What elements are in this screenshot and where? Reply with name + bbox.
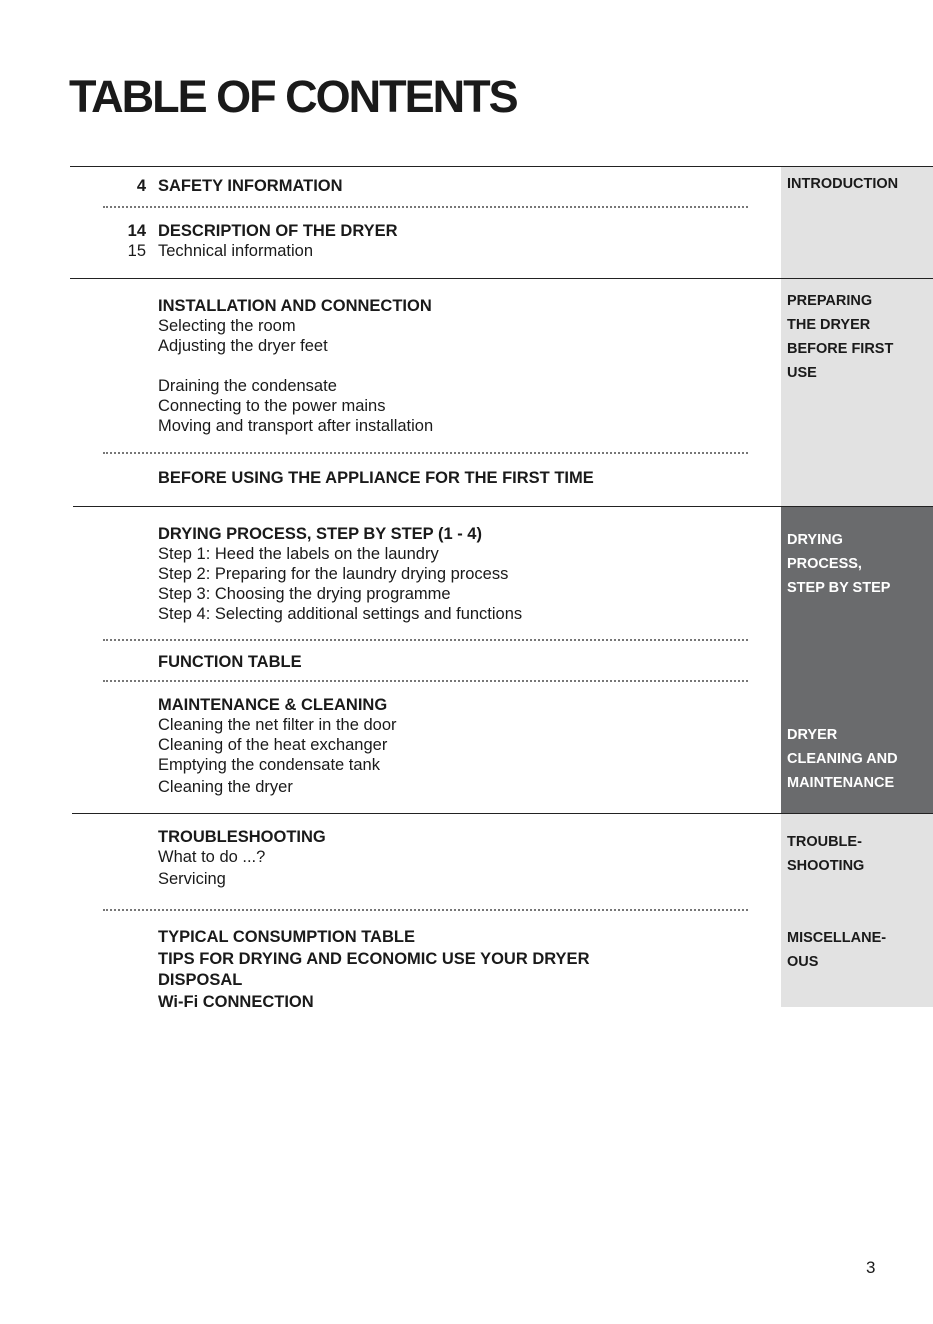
toc-entry-description[interactable]: DESCRIPTION OF THE DRYER: [158, 222, 398, 240]
toc-entry-safety-information[interactable]: SAFETY INFORMATION: [158, 177, 343, 195]
side-label-line: USE: [787, 365, 817, 381]
page-number: 3: [866, 1258, 876, 1277]
toc-page-number: 15: [127, 242, 146, 260]
toc-heading[interactable]: Wi-Fi CONNECTION: [158, 993, 314, 1011]
toc-entry[interactable]: Step 4: Selecting additional settings and functions: [158, 605, 523, 623]
section-rule-trouble: [72, 813, 933, 814]
side-label-line: SHOOTING: [787, 858, 865, 874]
toc-entry-technical-information[interactable]: Technical information: [158, 242, 313, 260]
side-label-line: MISCELLANE-: [787, 930, 887, 946]
toc-entry[interactable]: Emptying the condensate tank: [158, 756, 380, 774]
toc-page-number: 4: [136, 177, 146, 195]
toc-heading-drying-process[interactable]: DRYING PROCESS, STEP BY STEP (1 - 4): [158, 525, 482, 543]
page-title: TABLE OF CONTENTS: [69, 71, 517, 122]
side-label-line: DRYER: [787, 727, 838, 743]
toc-entry[interactable]: Moving and transport after installation: [158, 417, 434, 435]
section-rule-preparing: [70, 278, 933, 279]
toc-entry[interactable]: Step 2: Preparing for the laundry drying process: [158, 565, 509, 583]
toc-entry[interactable]: Draining the condensate: [158, 377, 337, 395]
section-rule-top: [70, 166, 933, 167]
toc-heading-before-first-use[interactable]: BEFORE USING THE APPLIANCE FOR THE FIRST TIME: [158, 469, 594, 487]
toc-entry[interactable]: Cleaning the net filter in the door: [158, 716, 397, 734]
toc-heading[interactable]: TYPICAL CONSUMPTION TABLE: [158, 928, 415, 946]
toc-entry[interactable]: Adjusting the dryer feet: [158, 337, 328, 355]
side-label-line: PREPARING: [787, 293, 873, 309]
side-label-cleaning[interactable]: [787, 723, 898, 795]
dotted-separator: [103, 452, 748, 454]
toc-page-number: 14: [127, 222, 146, 240]
dotted-separator: [103, 909, 748, 911]
dotted-separator: [103, 206, 748, 208]
side-label-line: CLEANING AND: [787, 751, 898, 767]
toc-entry[interactable]: Servicing: [158, 870, 226, 888]
side-label-troubleshooting[interactable]: [787, 830, 864, 878]
toc-entry[interactable]: Cleaning of the heat exchanger: [158, 736, 388, 754]
side-label-line: TROUBLE-: [787, 834, 862, 850]
side-label-line: STEP BY STEP: [787, 580, 891, 596]
dotted-separator: [103, 680, 748, 682]
side-label-preparing[interactable]: [787, 289, 893, 385]
toc-heading-installation[interactable]: INSTALLATION AND CONNECTION: [158, 297, 432, 315]
toc-entry[interactable]: What to do ...?: [158, 848, 266, 866]
side-label-line: MAINTENANCE: [787, 775, 895, 791]
side-label-line: THE DRYER: [787, 317, 871, 333]
toc-entry[interactable]: Selecting the room: [158, 317, 296, 335]
side-label-line: BEFORE FIRST: [787, 341, 894, 357]
toc-heading-maintenance[interactable]: MAINTENANCE & CLEANING: [158, 696, 388, 714]
side-label-introduction[interactable]: [787, 172, 898, 196]
side-label-miscellaneous[interactable]: [787, 926, 886, 974]
side-label-line: PROCESS,: [787, 556, 862, 572]
toc-heading[interactable]: TIPS FOR DRYING AND ECONOMIC USE YOUR DRYER: [158, 950, 590, 968]
section-rule-drying: [73, 506, 933, 507]
toc-entry[interactable]: Cleaning the dryer: [158, 778, 293, 796]
side-label-line: INTRODUCTION: [787, 176, 899, 192]
toc-entry[interactable]: Step 3: Choosing the drying programme: [158, 585, 451, 603]
side-label-drying-process[interactable]: [787, 528, 890, 600]
toc-entry[interactable]: Step 1: Heed the labels on the laundry: [158, 545, 439, 563]
toc-heading-troubleshooting[interactable]: TROUBLESHOOTING: [158, 828, 326, 846]
toc-heading-function-table[interactable]: FUNCTION TABLE: [158, 653, 302, 671]
dotted-separator: [103, 639, 748, 641]
side-label-line: DRYING: [787, 532, 843, 548]
side-label-line: OUS: [787, 954, 819, 970]
toc-entry[interactable]: Connecting to the power mains: [158, 397, 386, 415]
toc-heading[interactable]: DISPOSAL: [158, 971, 243, 989]
